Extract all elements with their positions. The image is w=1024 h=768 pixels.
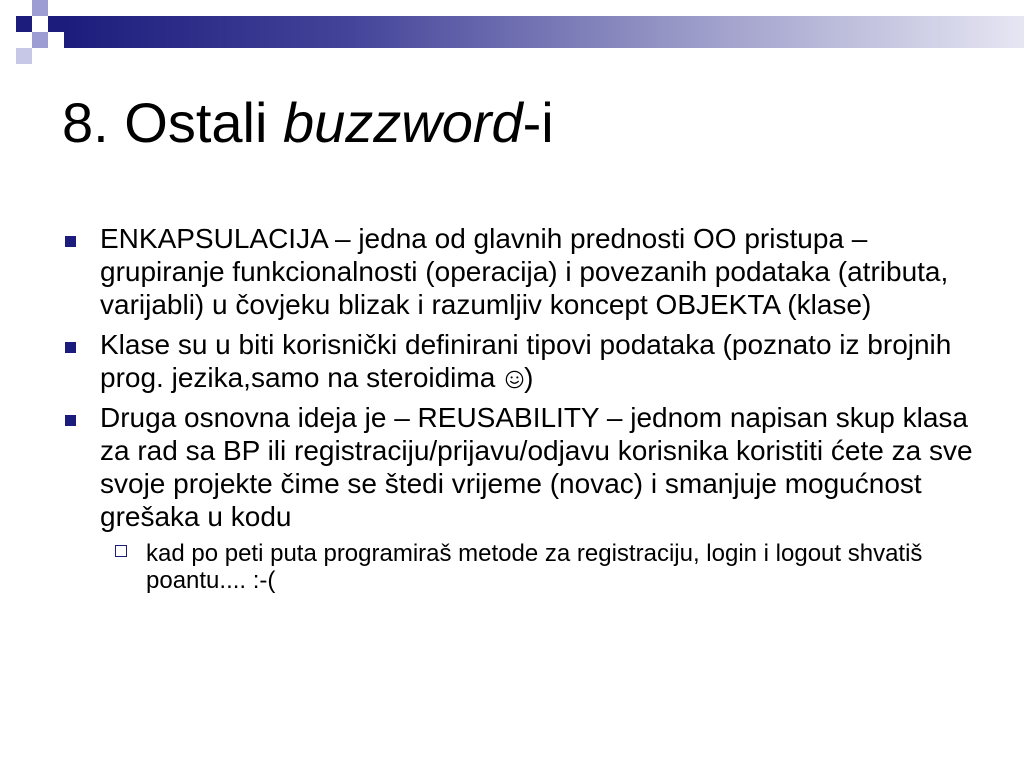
header-square [16, 16, 32, 32]
bullet-item [100, 222, 980, 321]
header-square [48, 16, 64, 32]
header-square [32, 0, 48, 16]
hollow-square-bullet-icon [115, 545, 127, 557]
bullet-text: Klase su u biti korisnički definirani tipovi podataka (poznato iz brojnih prog. jezika,samo na steroidima [100, 329, 952, 393]
sub-bullet-text: kad po peti puta programiraš metode za registraciju, login i logout shvatiš poantu.... :-( [146, 540, 923, 594]
sub-bullet-item [146, 540, 980, 594]
bullet-item [100, 328, 980, 394]
smiley-icon [505, 370, 524, 389]
header-square [16, 48, 32, 64]
header-gradient-bar [64, 16, 1024, 48]
bullet-text: Druga osnovna ideja je – REUSABILITY – jednom napisan skup klasa za rad sa BP ili registraciju/prijavu/odjavu korisnika koristiti ćete za sve svoje projekte čime se štedi vrijeme (novac) i smanjuje mogućnost grešaka u kodu [100, 402, 973, 532]
bullet-text-end: ) [524, 362, 534, 393]
slide-content [100, 222, 980, 594]
slide-title: 8. Ostali buzzword-i [62, 91, 554, 154]
bullet-text: ENKAPSULACIJA – jedna od glavnih prednosti OO pristupa – grupiranje funkcionalnosti (operacija) i povezanih podataka (atributa, varijabli) u čovjeku blizak i razumljiv koncept OBJEKTA (klase) [100, 223, 949, 320]
bullet-item [100, 401, 980, 533]
header-square [32, 32, 48, 48]
